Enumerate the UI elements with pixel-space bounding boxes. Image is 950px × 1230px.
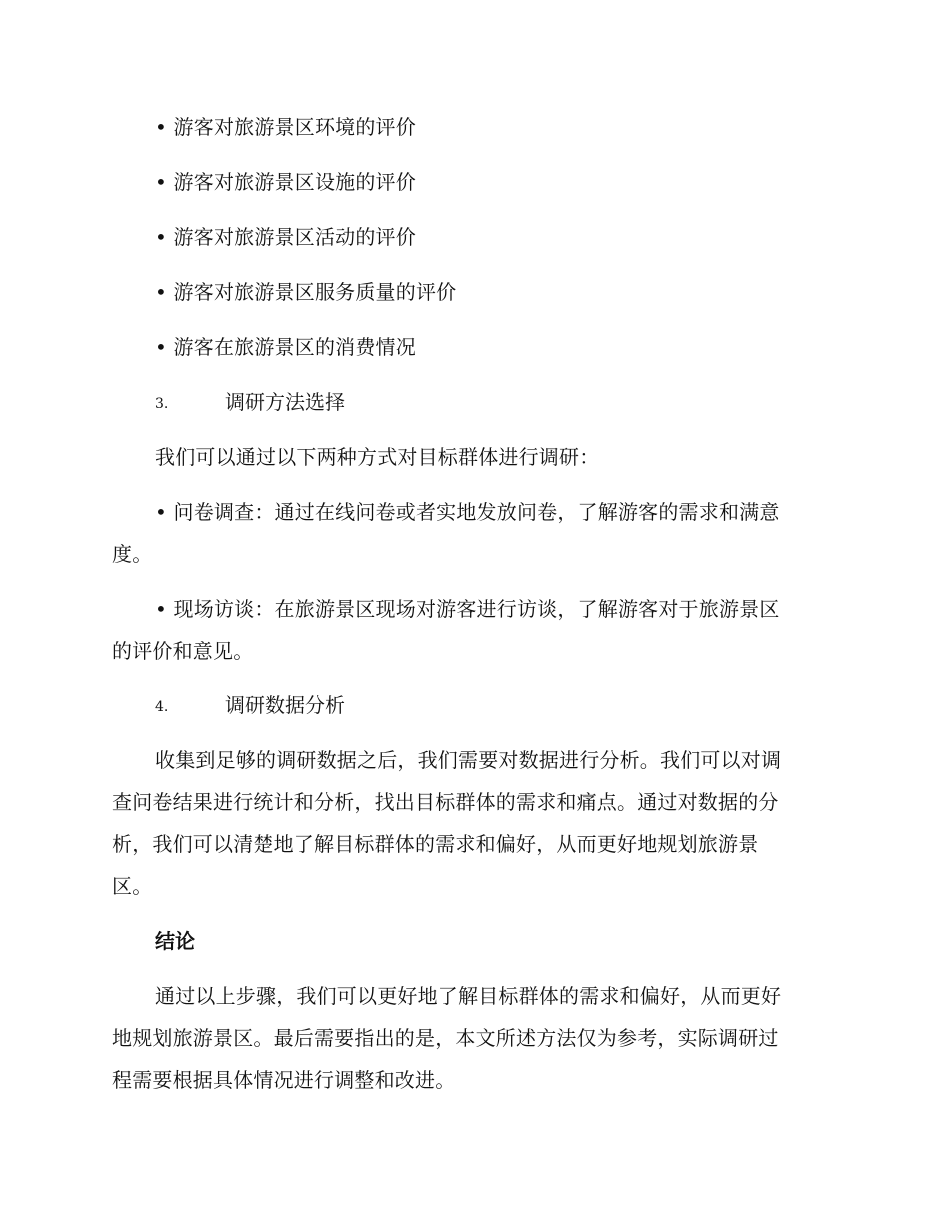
section-3-intro: 我们可以通过以下两种方式对目标群体进行调研： <box>155 445 600 469</box>
section-4-number: 4. <box>155 699 169 715</box>
section-4-paragraph-line2: 查问卷结果进行统计和分析，找出目标群体的需求和痛点。通过对数据的分 <box>112 790 779 814</box>
section-4-paragraph-line3: 析，我们可以清楚地了解目标群体的需求和偏好，从而更好地规划旅游景 <box>112 832 759 856</box>
bullet-interview-line2: 的评价和意见。 <box>112 639 254 663</box>
conclusion-paragraph-line3: 程需要根据具体情况进行调整和改进。 <box>112 1068 456 1092</box>
bullet-item-environment: • 游客对旅游景区环境的评价 <box>155 115 416 139</box>
section-3-number: 3. <box>155 396 169 412</box>
section-4-paragraph-line1: 收集到足够的调研数据之后，我们需要对数据进行分析。我们可以对调 <box>155 748 782 772</box>
section-3-title: 调研方法选择 <box>225 390 345 414</box>
bullet-item-facilities: • 游客对旅游景区设施的评价 <box>155 170 416 194</box>
conclusion-heading: 结论 <box>155 929 195 953</box>
conclusion-paragraph-line2: 地规划旅游景区。最后需要指出的是，本文所述方法仅为参考，实际调研过 <box>112 1026 779 1050</box>
section-4-title: 调研数据分析 <box>225 693 345 717</box>
bullet-item-activities: • 游客对旅游景区活动的评价 <box>155 225 416 249</box>
section-4-paragraph-line4: 区。 <box>112 874 153 898</box>
conclusion-paragraph-line1: 通过以上步骤，我们可以更好地了解目标群体的需求和偏好，从而更好 <box>155 984 782 1008</box>
bullet-interview-line1: • 现场访谈：在旅游景区现场对游客进行访谈，了解游客对于旅游景区 <box>155 597 780 621</box>
bullet-item-service-quality: • 游客对旅游景区服务质量的评价 <box>155 280 457 304</box>
bullet-questionnaire-line1: • 问卷调查：通过在线问卷或者实地发放问卷，了解游客的需求和满意 <box>155 500 780 524</box>
bullet-questionnaire-line2: 度。 <box>112 542 153 566</box>
bullet-item-consumption: • 游客在旅游景区的消费情况 <box>155 335 416 359</box>
